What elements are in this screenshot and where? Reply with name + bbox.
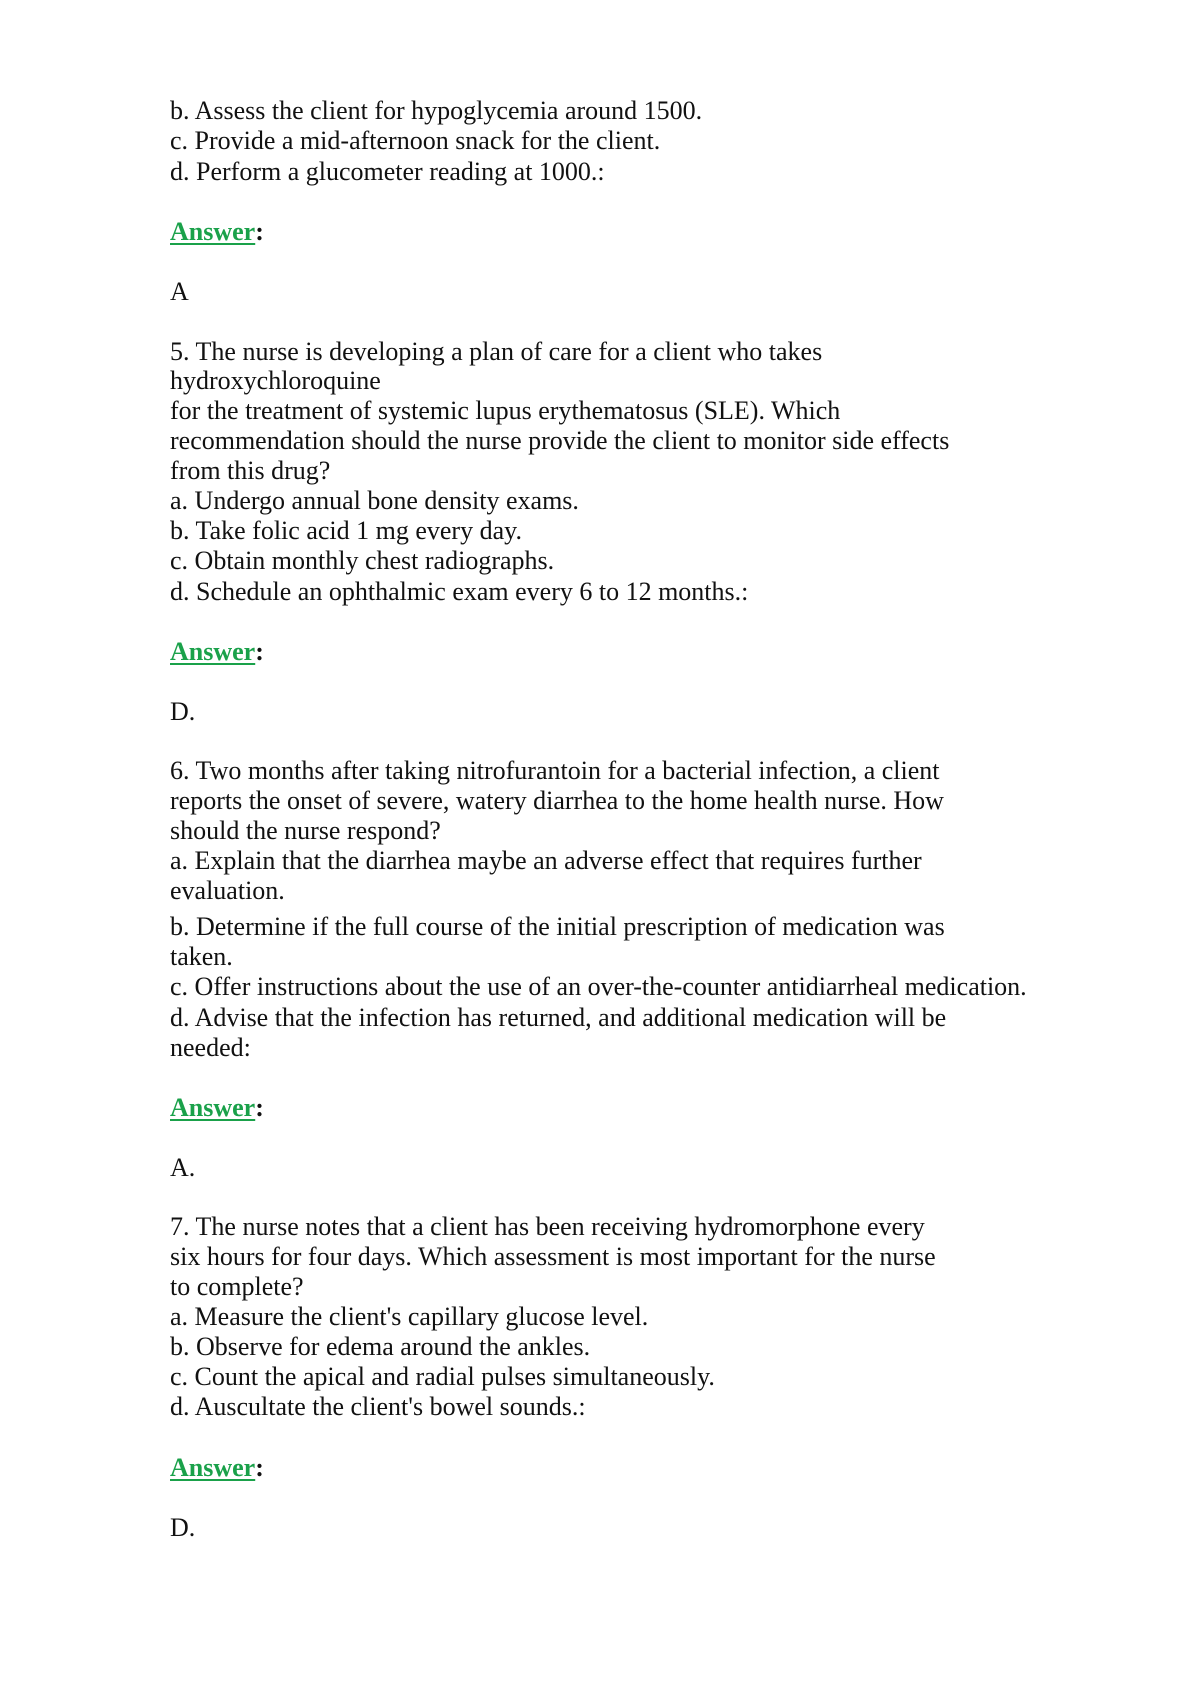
q5-option-d: d. Schedule an ophthalmic exam every 6 to 12 months.: xyxy=(170,577,749,606)
q7-answer-heading xyxy=(170,1453,264,1483)
answer-label: Answer xyxy=(170,637,256,666)
q4-option-d: d. Perform a glucometer reading at 1000.: xyxy=(170,157,605,186)
q6-option-b-cont: taken. xyxy=(170,942,233,971)
answer-colon: : xyxy=(255,637,264,666)
q5-option-c: c. Obtain monthly chest radiographs. xyxy=(170,546,555,575)
q5-stem-line-5: from this drug? xyxy=(170,456,331,485)
answer-colon: : xyxy=(255,1453,264,1482)
q5-answer-heading xyxy=(170,637,264,667)
q7-stem-line-3: to complete? xyxy=(170,1272,304,1301)
q6-option-d: d. Advise that the infection has returned, and additional medication will be xyxy=(170,1003,947,1032)
q5-option-a: a. Undergo annual bone density exams. xyxy=(170,486,579,515)
q6-stem-line-3: should the nurse respond? xyxy=(170,816,441,845)
q6-option-a: a. Explain that the diarrhea maybe an adverse effect that requires further xyxy=(170,846,922,875)
q6-answer-value: A. xyxy=(170,1153,196,1182)
answer-label: Answer xyxy=(170,1453,256,1482)
q7-option-d: d. Auscultate the client's bowel sounds.: xyxy=(170,1392,586,1421)
q5-stem-line-2: hydroxychloroquine xyxy=(170,366,381,395)
q6-option-d-cont: needed: xyxy=(170,1033,251,1062)
q6-option-c: c. Offer instructions about the use of an over-the-counter antidiarrheal medication. xyxy=(170,972,1027,1001)
q5-option-b: b. Take folic acid 1 mg every day. xyxy=(170,516,522,545)
q4-option-c: c. Provide a mid-afternoon snack for the client. xyxy=(170,126,661,155)
q6-option-a-cont: evaluation. xyxy=(170,876,285,905)
answer-label: Answer xyxy=(170,1093,256,1122)
q7-answer-value: D. xyxy=(170,1513,196,1542)
q7-option-c: c. Count the apical and radial pulses simultaneously. xyxy=(170,1362,715,1391)
answer-colon: : xyxy=(255,217,264,246)
q7-option-a: a. Measure the client's capillary glucose level. xyxy=(170,1302,649,1331)
q5-stem-line-1: 5. The nurse is developing a plan of care for a client who takes xyxy=(170,337,823,366)
q5-stem-line-4: recommendation should the nurse provide the client to monitor side effects xyxy=(170,426,950,455)
q6-answer-heading xyxy=(170,1093,264,1123)
q7-stem-line-1: 7. The nurse notes that a client has been receiving hydromorphone every xyxy=(170,1212,925,1241)
answer-colon: : xyxy=(255,1093,264,1122)
q5-stem-line-3: for the treatment of systemic lupus erythematosus (SLE). Which xyxy=(170,396,841,425)
q7-option-b: b. Observe for edema around the ankles. xyxy=(170,1332,591,1361)
q6-stem-line-1: 6. Two months after taking nitrofurantoin for a bacterial infection, a client xyxy=(170,756,940,785)
q7-stem-line-2: six hours for four days. Which assessment is most important for the nurse xyxy=(170,1242,936,1271)
q4-answer-value: A xyxy=(170,277,189,306)
q6-stem-line-2: reports the onset of severe, watery diarrhea to the home health nurse. How xyxy=(170,786,944,815)
q4-option-b: b. Assess the client for hypoglycemia around 1500. xyxy=(170,96,703,125)
q5-answer-value: D. xyxy=(170,697,196,726)
answer-label: Answer xyxy=(170,217,256,246)
q6-option-b: b. Determine if the full course of the initial prescription of medication was xyxy=(170,912,945,941)
q4-answer-heading xyxy=(170,217,264,247)
